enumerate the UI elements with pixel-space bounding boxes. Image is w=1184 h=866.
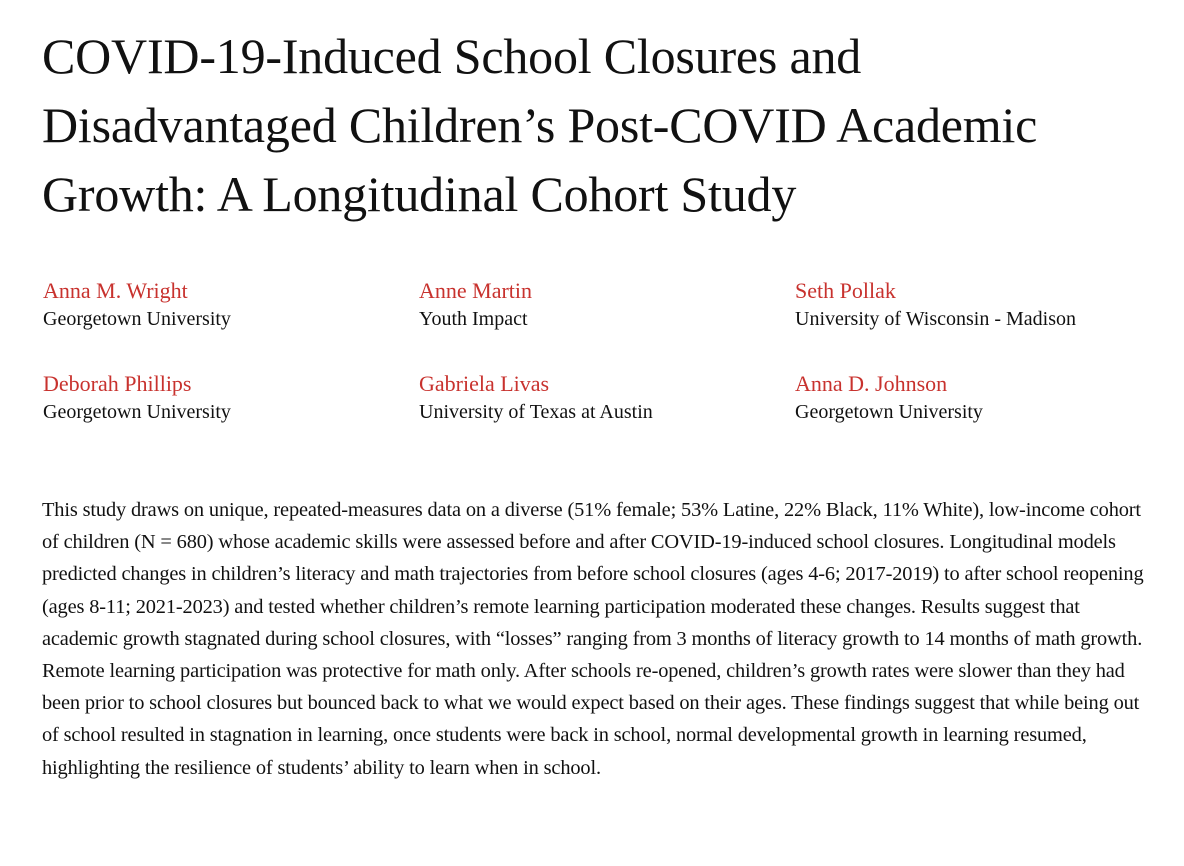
abstract: This study draws on unique, repeated-measures data on a diverse (51% female; 53% Latine, 22% Black, 11% White), low-income cohort of children (N = 680) whose academic skills were assessed before and after COVID-19-induced school closures. Longitudinal models predicted changes in children’s literacy and math trajectories from before school closures (ages 4-6; 2017-2019) to after school reopening (ages 8-11; 2021-2023) and tested whether children’s remote learning participation moderated these changes. Results suggest that academic growth stagnated during school closures, with “losses” ranging from 3 months of literacy growth to 14 months of math growth. Remote learning participation was protective for math only. After schools re-opened, children’s growth rates were slower than they had been prior to school closures but bounced back to what we would expect based on their ages. These findings suggest that while being out of school resulted in stagnation in learning, once students were back in school, normal developmental growth in learning resumed, highlighting the resilience of students’ ability to learn when in school.	[42, 499, 1144, 779]
author-affiliation: University of Texas at Austin	[419, 401, 653, 423]
author-affiliation: Georgetown University	[795, 401, 983, 423]
paper-title: COVID-19-Induced School Closures and Disadvantaged Children’s Post-COVID Academic Growth: A Longitudinal Cohort Study	[42, 28, 1038, 222]
author-list	[43, 276, 1163, 462]
author-block	[795, 276, 1163, 369]
author-name[interactable]: Anne Martin	[419, 278, 533, 303]
author-name[interactable]: Anna M. Wright	[43, 278, 188, 303]
author-affiliation: Georgetown University	[43, 308, 231, 330]
author-block	[419, 369, 795, 462]
author-name[interactable]: Gabriela Livas	[419, 371, 550, 396]
author-block	[43, 369, 419, 462]
author-affiliation: Georgetown University	[43, 401, 231, 423]
author-affiliation: University of Wisconsin - Madison	[795, 308, 1077, 330]
author-affiliation: Youth Impact	[419, 308, 528, 330]
author-name[interactable]: Anna D. Johnson	[795, 371, 948, 396]
author-name[interactable]: Seth Pollak	[795, 278, 896, 303]
author-name[interactable]: Deborah Phillips	[43, 371, 192, 396]
author-block	[43, 276, 419, 369]
author-block	[795, 369, 1163, 462]
author-block	[419, 276, 795, 369]
